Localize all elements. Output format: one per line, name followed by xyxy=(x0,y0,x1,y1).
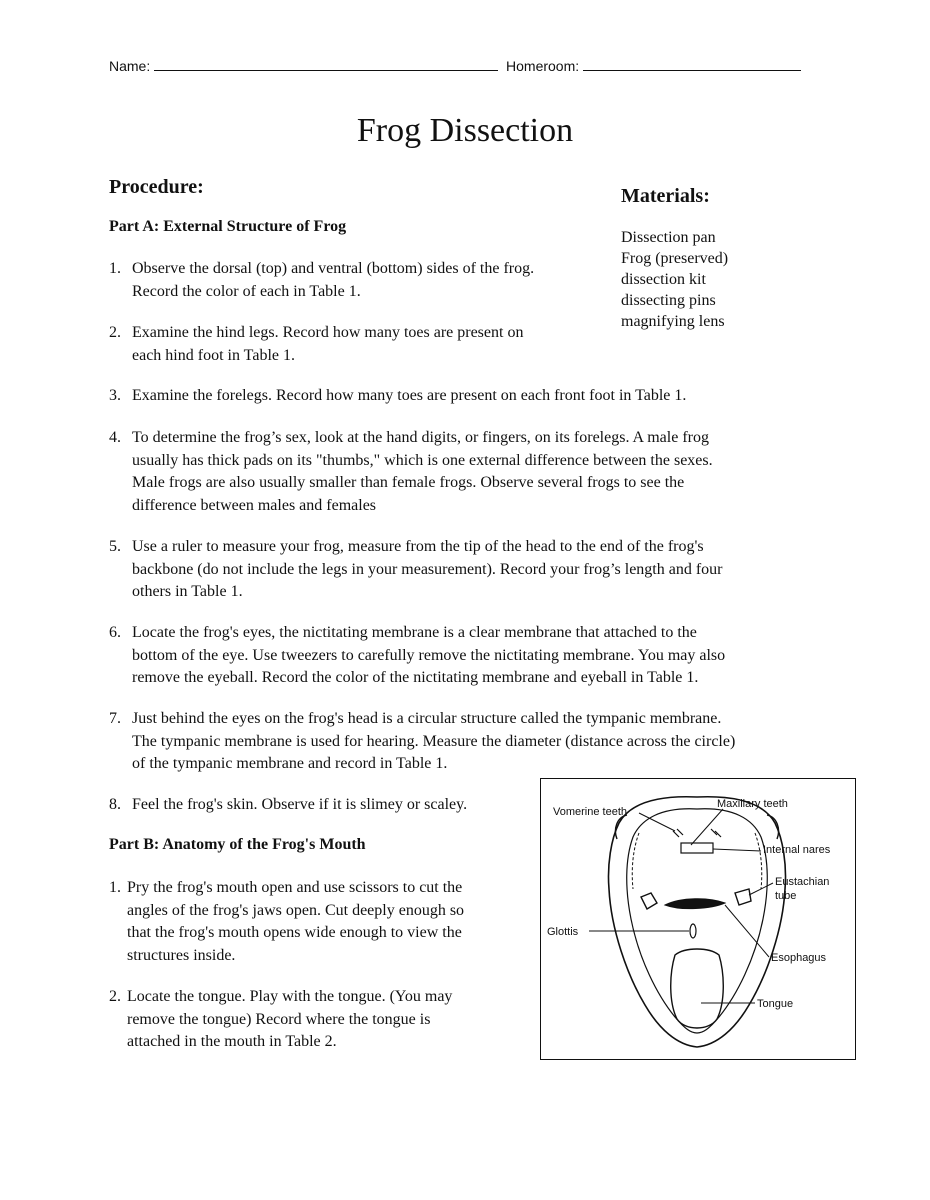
materials-item: Frog (preserved) xyxy=(621,250,729,267)
step-line: of the tympanic membrane and record in Table 1. xyxy=(132,755,448,772)
step-line: backbone (do not include the legs in your measurement). Record your frog’s length and four xyxy=(132,560,723,578)
part-b-heading: Part B: Anatomy of the Frog's Mouth xyxy=(109,836,366,853)
part-a-step-1 xyxy=(109,258,609,303)
part-a-step-2 xyxy=(109,322,609,367)
step-line: remove the tongue) Record where the tongue is xyxy=(127,1010,431,1028)
glottis xyxy=(690,924,696,938)
step-number: 7. xyxy=(109,710,121,727)
step-number: 1. xyxy=(109,879,121,896)
part-b-step-2 xyxy=(109,986,529,1054)
step-number: 6. xyxy=(109,624,121,641)
step-line: Use a ruler to measure your frog, measure from the tip of the head to the end of the frog's xyxy=(132,538,704,555)
label-eustachian-1: Eustachian xyxy=(775,876,830,888)
label-esophagus: Esophagus xyxy=(771,952,827,964)
step-line: structures inside. xyxy=(127,946,236,964)
step-line: Examine the forelegs. Record how many toes are present on each front foot in Table 1. xyxy=(132,387,687,404)
step-line: Locate the tongue. Play with the tongue. (You may xyxy=(127,988,453,1005)
step-number: 2. xyxy=(109,988,121,1005)
step-number: 4. xyxy=(109,429,121,446)
step-number: 1. xyxy=(109,260,121,277)
leader-esophagus xyxy=(725,905,769,957)
step-line: Pry the frog's mouth open and use scissors to cut the xyxy=(127,879,463,896)
leader-nares xyxy=(713,849,761,851)
label-maxillary-teeth: Maxillary teeth xyxy=(717,798,788,810)
part-a-step-8 xyxy=(109,794,529,817)
step-line: Male frogs are also usually smaller than female frogs. Observe several frogs to see the xyxy=(132,474,685,491)
step-line: Feel the frog's skin. Observe if it is slimey or scaley. xyxy=(132,796,468,813)
step-line: remove the eyeball. Record the color of the nictitating membrane and eyeball in Table 1. xyxy=(132,669,699,686)
leader-maxillary xyxy=(691,809,723,845)
esophagus xyxy=(665,899,725,909)
step-line: bottom of the eye. Use tweezers to carefully remove the nictitating membrane. You may also xyxy=(132,646,726,664)
maxillary-ridge-right xyxy=(755,833,762,889)
vomerine-right xyxy=(711,829,721,837)
step-number: 8. xyxy=(109,796,121,813)
part-a-step-4 xyxy=(109,427,829,517)
label-glottis: Glottis xyxy=(547,926,579,938)
materials-item: dissection kit xyxy=(621,271,706,288)
eustachian-left xyxy=(641,893,657,909)
step-line: others in Table 1. xyxy=(132,583,243,600)
step-number: 5. xyxy=(109,538,121,555)
name-label: Name: xyxy=(109,58,151,74)
step-line: each hind foot in Table 1. xyxy=(132,346,295,364)
homeroom-blank[interactable] xyxy=(583,56,801,71)
frog-mouth-svg xyxy=(541,779,854,1058)
name-blank[interactable] xyxy=(154,56,498,71)
step-line: Locate the frog's eyes, the nictitating membrane is a clear membrane that attached to the xyxy=(132,624,697,641)
materials-item: Dissection pan xyxy=(621,229,716,246)
step-line: To determine the frog’s sex, look at the hand digits, or fingers, on its forelegs. A male frog xyxy=(132,429,709,446)
step-line: difference between males and females xyxy=(132,496,377,514)
label-internal-nares: Internal nares xyxy=(763,844,831,856)
label-vomerine-teeth: Vomerine teeth xyxy=(553,806,627,818)
step-number: 2. xyxy=(109,324,121,341)
header-fields xyxy=(109,56,801,74)
part-a-step-5 xyxy=(109,536,829,604)
materials-item: dissecting pins xyxy=(621,292,716,309)
step-line: The tympanic membrane is used for hearing. Measure the diameter (distance across the circle) xyxy=(132,732,736,750)
maxillary-ridge-left xyxy=(632,833,639,889)
homeroom-label: Homeroom: xyxy=(506,58,580,74)
materials-heading: Materials: xyxy=(621,185,710,207)
step-line: attached in the mouth in Table 2. xyxy=(127,1033,337,1050)
materials-item: magnifying lens xyxy=(621,313,725,330)
step-line: that the frog's mouth opens wide enough to view the xyxy=(127,924,462,941)
label-tongue: Tongue xyxy=(757,998,794,1010)
part-a-step-7 xyxy=(109,708,849,776)
part-b-step-1 xyxy=(109,877,529,967)
step-line: Examine the hind legs. Record how many toes are present on xyxy=(132,324,524,341)
step-line: Observe the dorsal (top) and ventral (bottom) sides of the frog. xyxy=(132,260,535,277)
step-number: 3. xyxy=(109,387,121,404)
tongue xyxy=(671,949,724,1028)
step-line: Record the color of each in Table 1. xyxy=(132,282,361,300)
step-line: angles of the frog's jaws open. Cut deeply enough so xyxy=(127,901,465,919)
part-a-step-3 xyxy=(109,385,829,408)
part-a-step-6 xyxy=(109,622,829,690)
procedure-heading: Procedure: xyxy=(109,176,204,198)
label-eustachian-2: tube xyxy=(775,890,797,902)
frog-mouth-diagram xyxy=(540,778,856,1060)
internal-nares xyxy=(681,843,713,853)
part-a-heading: Part A: External Structure of Frog xyxy=(109,218,347,235)
materials-list xyxy=(621,227,728,332)
step-line: usually has thick pads on its "thumbs," which is one external difference between the sexes. xyxy=(132,451,713,469)
step-line: Just behind the eyes on the frog's head is a circular structure called the tympanic membrane. xyxy=(132,710,722,727)
page-title: Frog Dissection xyxy=(356,112,574,149)
eustachian-right xyxy=(735,889,751,905)
